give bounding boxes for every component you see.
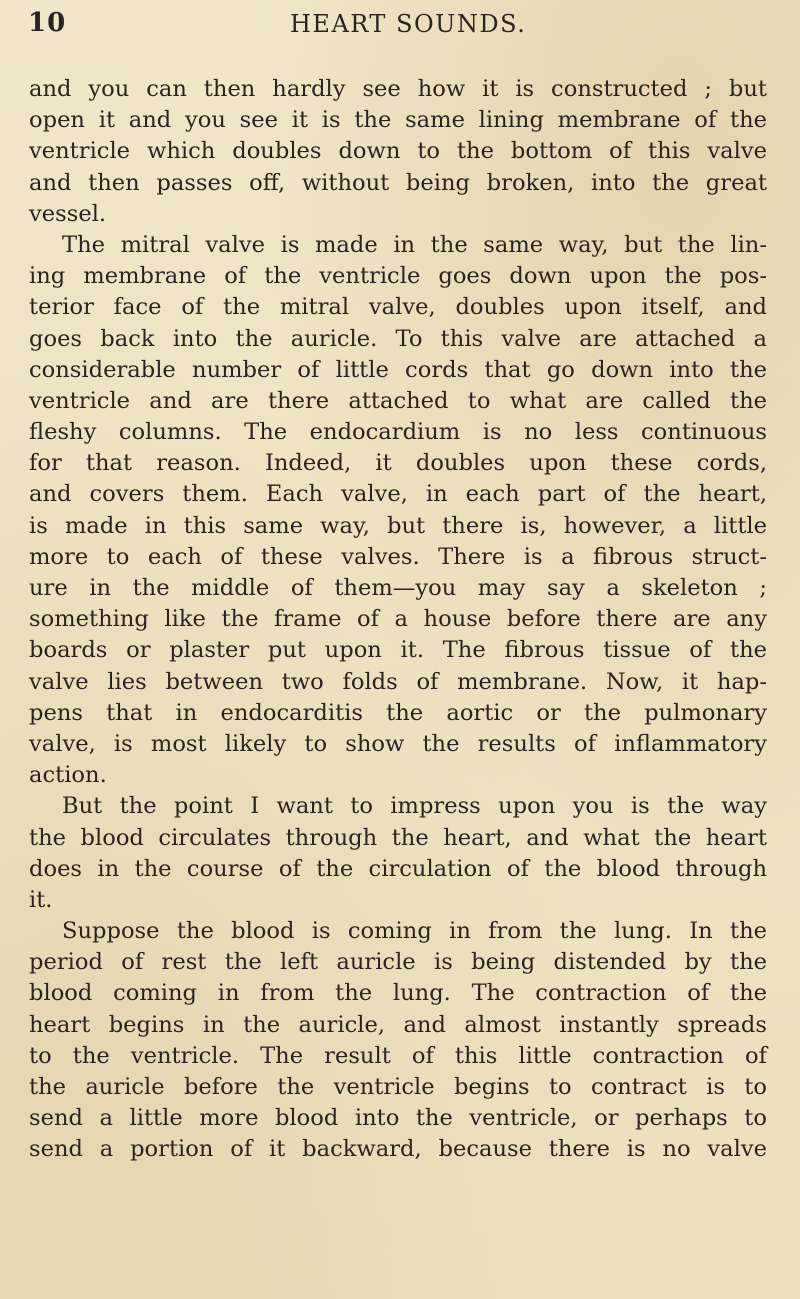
text-line: valve lies between two folds of membrane. Now, it hap- [29,668,767,695]
text-line: pens that in endocarditis the aortic or the pulmonary [29,699,767,726]
text-line: is made in this same way, but there is, however, a little [29,512,767,539]
text-line: considerable number of little cords that go down into the [29,356,767,383]
text-line: send a little more blood into the ventricle, or perhaps to [29,1105,767,1132]
text-line: But the point I want to impress upon you is the way [62,793,767,820]
text-line: the auricle before the ventricle begins to contract is to [29,1074,767,1100]
text-line: fleshy columns. The endocardium is no less continuous [29,419,767,446]
text-line: it. [29,886,53,913]
text-line: more to each of these valves. There is a fibrous struct- [29,543,767,570]
text-line: terior face of the mitral valve, doubles upon itself, and [29,294,767,321]
text-line: ventricle which doubles down to the bottom of this valve [29,138,767,165]
text-line: ure in the middle of them—you may say a skeleton ; [29,575,767,601]
text-line: vessel. [29,200,107,227]
text-line: period of rest the left auricle is being distended by the [29,949,767,976]
text-line: something like the frame of a house before there are any [29,606,767,633]
text-line: valve, is most likely to show the results of inflammatory [29,730,767,757]
text-line: the blood circulates through the heart, and what the heart [29,824,767,851]
text-line: The mitral valve is made in the same way, but the lin- [62,231,767,258]
text-line: ventricle and are there attached to what are called the [29,387,767,414]
text-line: send a portion of it backward, because there is no valve [29,1136,767,1163]
text-line: heart begins in the auricle, and almost instantly spreads [29,1011,767,1038]
text-line: ing membrane of the ventricle goes down upon the pos- [29,263,767,290]
text-line: for that reason. Indeed, it doubles upon these cords, [29,450,767,477]
page-number: 10 [28,8,67,38]
text-line: does in the course of the circulation of the blood through [29,855,767,882]
text-line: open it and you see it is the same lining membrane of the [29,107,767,134]
text-line: action. [29,762,107,789]
text-line: and you can then hardly see how it is constructed ; but [29,76,767,102]
text-line: and then passes off, without being broken, into the great [29,169,767,196]
text-line: and covers them. Each valve, in each part of the heart, [29,481,767,508]
text-line: blood coming in from the lung. The contraction of the [29,980,767,1007]
body-text [29,74,767,1166]
running-title: HEART SOUNDS. [290,10,527,38]
text-line: goes back into the auricle. To this valve are attached a [29,325,767,352]
text-line: Suppose the blood is coming in from the lung. In the [62,918,767,945]
text-line: boards or plaster put upon it. The fibrous tissue of the [29,637,767,664]
running-head [28,8,748,40]
text-line: to the ventricle. The result of this little contraction of [29,1042,767,1069]
